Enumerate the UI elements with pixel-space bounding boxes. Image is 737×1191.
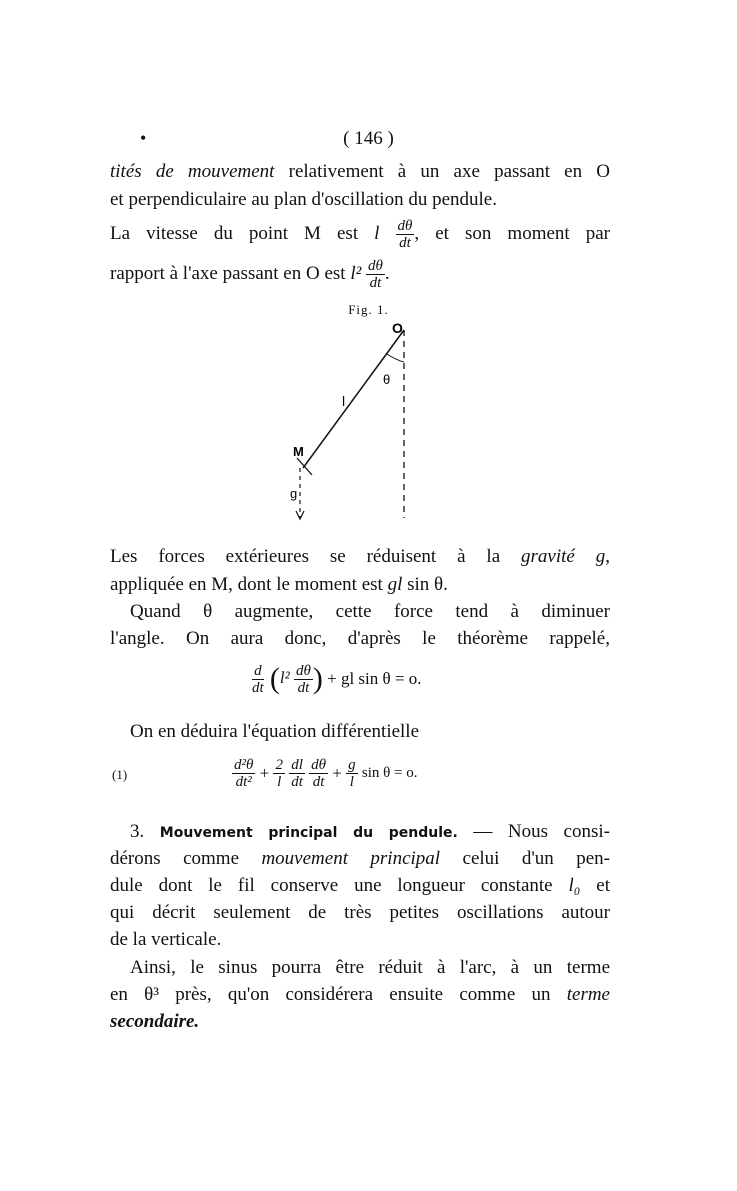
label-g: g xyxy=(290,486,298,501)
fraction xyxy=(294,663,313,696)
text-span: celui d'un pen- xyxy=(440,848,610,869)
section-number: 3. xyxy=(130,821,145,842)
pendulum-figure xyxy=(270,318,440,528)
fraction-numerator: dθ xyxy=(397,218,413,234)
text-span: et xyxy=(580,875,610,896)
label-l: l xyxy=(342,393,346,409)
emphasis-text: terme xyxy=(566,984,610,1005)
label-M: M xyxy=(293,444,304,459)
label-O: O xyxy=(392,320,403,336)
paren-open: ( xyxy=(269,662,280,695)
fraction xyxy=(366,258,385,291)
text-span: de la verticale. xyxy=(110,929,222,950)
text-span: qui décrit seulement de très petites oscillations autour xyxy=(110,902,610,923)
math-var: l² xyxy=(350,262,362,284)
fraction-denominator: dt xyxy=(399,235,411,251)
angle-arc xyxy=(387,354,404,362)
gravity-arrowhead xyxy=(296,511,304,519)
fraction-numerator: dθ xyxy=(296,662,311,679)
equation-rest: + gl sin θ = o. xyxy=(327,669,422,688)
text-line xyxy=(130,820,610,845)
pendulum-string xyxy=(303,330,404,468)
fraction-denominator: dt² xyxy=(235,774,252,790)
math-var: gl xyxy=(387,574,403,595)
text-line xyxy=(110,983,610,1007)
fraction xyxy=(396,218,415,251)
fraction xyxy=(232,757,255,790)
fraction-numerator: d xyxy=(254,662,262,679)
fraction-denominator: dt xyxy=(291,774,303,790)
page-number: ( 146 ) xyxy=(343,128,394,149)
math-var: l xyxy=(374,222,380,244)
text-span: relativement à un axe passant en O xyxy=(274,161,611,182)
fraction-denominator: dt xyxy=(312,774,325,790)
text-line xyxy=(110,188,610,212)
equation-rest: sin θ = o. xyxy=(361,765,418,781)
text-span: , et son moment par xyxy=(414,222,611,244)
text-span: Les forces extérieures se réduisent à la xyxy=(110,546,522,567)
text-span: . xyxy=(384,262,390,284)
equation-differential xyxy=(232,757,418,790)
paren-close: ) xyxy=(312,662,323,695)
text-line xyxy=(130,600,610,624)
text-line xyxy=(110,1010,610,1034)
plus-sign: + xyxy=(332,763,342,783)
section-heading: Mouvement principal du pendule. xyxy=(159,825,458,841)
text-line xyxy=(110,573,610,597)
fraction-numerator: dθ xyxy=(311,757,327,773)
emphasis-text: secondaire. xyxy=(110,1011,200,1032)
text-span: l'angle. On aura donc, d'après le théorème rappelé, xyxy=(110,628,610,649)
plus-sign: + xyxy=(259,763,270,783)
fraction-denominator: dt xyxy=(369,275,382,291)
text-span: rapport à l'axe passant en O est xyxy=(110,262,351,284)
text-line xyxy=(110,874,610,898)
equation-label: (1) xyxy=(112,767,128,782)
text-line xyxy=(110,258,610,291)
text-span: Quand θ augmente, cette force tend à diminuer xyxy=(130,601,610,622)
page-mark: • xyxy=(140,128,147,148)
fraction-denominator: l xyxy=(277,774,282,790)
text-line xyxy=(110,901,610,925)
text-span: Ainsi, le sinus pourra être réduit à l'arc, à un terme xyxy=(130,957,610,978)
text-span: La vitesse du point M est xyxy=(110,222,375,244)
fraction-numerator: dθ xyxy=(368,258,383,274)
fraction-numerator: dl xyxy=(291,757,303,773)
emphasis-text: mouvement principal xyxy=(261,848,441,869)
text-span: dule dont le fil conserve une longueur constante xyxy=(110,875,569,896)
text-span: — Nous consi- xyxy=(457,821,610,842)
text-span: sin θ. xyxy=(402,574,448,595)
fraction-numerator: g xyxy=(348,757,356,773)
fraction-denominator: l xyxy=(349,774,354,790)
fraction xyxy=(346,757,358,790)
text-span: On en déduira l'équation différentielle xyxy=(130,721,420,742)
fraction xyxy=(309,757,328,790)
text-span: et perpendiculaire au plan d'oscillation du pendule. xyxy=(110,189,497,210)
emphasis-text: tités de mouvement xyxy=(110,161,275,182)
fraction xyxy=(250,663,266,696)
text-line xyxy=(130,720,630,744)
text-line xyxy=(130,956,610,980)
text-span: dérons comme xyxy=(110,848,262,869)
fraction xyxy=(273,757,285,790)
fraction-denominator: dt xyxy=(252,679,264,696)
text-line xyxy=(110,218,610,251)
fraction-numerator: 2 xyxy=(275,757,283,773)
text-line xyxy=(110,160,610,184)
math-var: l² xyxy=(279,667,290,687)
label-theta: θ xyxy=(383,372,391,387)
text-span: en θ³ près, qu'on considérera ensuite comme un xyxy=(110,984,567,1005)
text-line xyxy=(110,847,610,871)
pendulum-bob-mark xyxy=(297,458,312,475)
equation-moment xyxy=(250,662,422,696)
text-line xyxy=(110,627,610,651)
text-span: appliquée en M, dont le moment est xyxy=(110,574,388,595)
figure-caption: Fig. 1. xyxy=(348,302,389,317)
fraction-denominator: dt xyxy=(297,679,310,696)
text-line xyxy=(110,928,610,952)
math-var: l₀ xyxy=(568,875,581,896)
fraction xyxy=(289,757,305,790)
text-line xyxy=(110,545,610,569)
emphasis-text: gravité g xyxy=(521,546,606,567)
text-span: , xyxy=(605,546,610,567)
fraction-numerator: d²θ xyxy=(234,757,254,773)
